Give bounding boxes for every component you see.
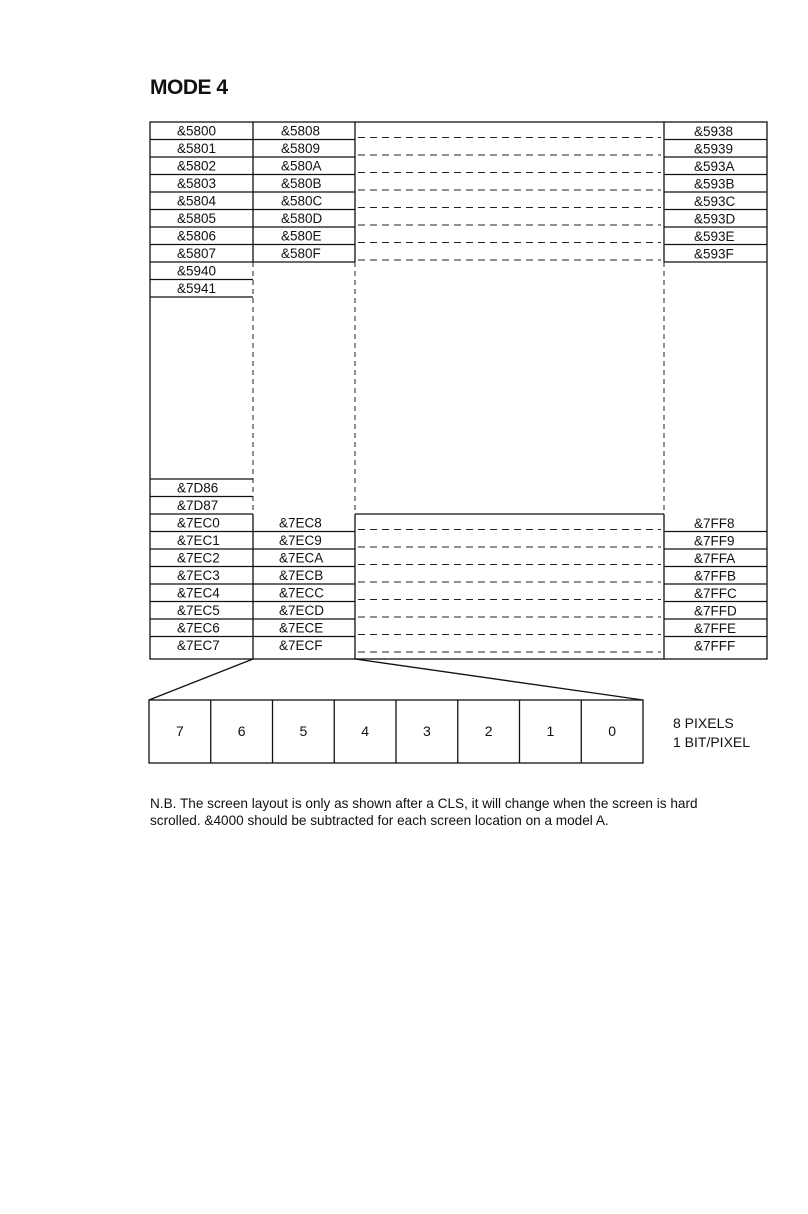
- screen-frame: [150, 122, 767, 659]
- address-label: &5806: [177, 228, 217, 244]
- zoom-line: [149, 659, 253, 700]
- address-label: &7ECE: [279, 620, 324, 636]
- address-label: &5807: [177, 246, 217, 261]
- address-label: &5938: [694, 124, 734, 139]
- address-label: &593F: [694, 246, 734, 262]
- address-label: &7D86: [177, 480, 219, 496]
- address-label: &7ECA: [279, 550, 324, 566]
- address-label: &7ECB: [279, 568, 324, 583]
- address-label: &7EC1: [177, 533, 220, 548]
- bit-number: 4: [361, 723, 370, 739]
- address-label: &7ECC: [279, 585, 325, 601]
- address-label: &5804: [177, 193, 217, 209]
- footnote: [150, 795, 790, 829]
- address-label: &5940: [177, 263, 217, 279]
- address-label: &5800: [177, 123, 217, 139]
- footnote-line-2: scrolled. &4000 should be subtracted for each screen location on a model A.: [150, 813, 609, 828]
- address-label: &593A: [694, 159, 735, 174]
- address-label: &7EC9: [279, 533, 322, 548]
- address-label: &7FF8: [694, 516, 735, 531]
- address-label: &5808: [281, 123, 321, 139]
- zoom-line: [355, 659, 643, 700]
- address-label: &5809: [281, 141, 321, 156]
- address-label: &7FFA: [694, 551, 736, 566]
- address-label: &7FFE: [694, 621, 737, 636]
- address-label: &593E: [694, 229, 735, 244]
- address-label: &7FF9: [694, 533, 735, 549]
- bit-number: 1: [546, 723, 555, 739]
- address-label: &7EC4: [177, 585, 220, 601]
- address-label: &580B: [281, 176, 322, 191]
- page-title: MODE 4: [150, 76, 228, 99]
- address-label: &5805: [177, 211, 217, 226]
- bit-number: 7: [175, 723, 184, 739]
- address-label: &5801: [177, 141, 217, 156]
- address-label: &580D: [281, 211, 323, 226]
- address-label: &7EC2: [177, 550, 220, 566]
- bit-number: 5: [299, 723, 308, 739]
- bit-number: 0: [608, 723, 617, 739]
- pixels-label: 8 PIXELS: [673, 715, 734, 731]
- address-label: &7ECF: [279, 638, 323, 653]
- address-label: &7EC3: [177, 568, 220, 583]
- bit-number: 6: [237, 723, 246, 739]
- address-label: &7EC5: [177, 603, 220, 618]
- address-label: &7EC6: [177, 620, 220, 636]
- bit-number: 3: [422, 723, 431, 739]
- bits-per-pixel-label: 1 BIT/PIXEL: [673, 734, 751, 750]
- address-label: &7FFC: [694, 586, 737, 601]
- address-label: &580E: [281, 228, 322, 244]
- address-label: &7ECD: [279, 603, 325, 618]
- address-label: &7EC7: [177, 638, 220, 653]
- address-label: &7FFB: [694, 568, 737, 584]
- bit-number: 2: [484, 723, 493, 739]
- address-label: &7FFD: [694, 603, 737, 619]
- address-label: &580C: [281, 193, 323, 209]
- address-label: &593B: [694, 176, 735, 192]
- address-label: &593C: [694, 194, 736, 209]
- address-label: &593D: [694, 211, 736, 227]
- address-label: &580F: [281, 246, 321, 261]
- address-label: &7EC0: [177, 515, 220, 531]
- address-label: &5941: [177, 281, 217, 296]
- address-label: &5802: [177, 158, 217, 174]
- footnote-line-1: N.B. The screen layout is only as shown after a CLS, it will change when the screen is hard: [150, 796, 698, 811]
- address-label: &580A: [281, 158, 322, 174]
- address-label: &7FFF: [694, 638, 736, 654]
- address-label: &5939: [694, 141, 734, 157]
- address-label: &7D87: [177, 498, 219, 513]
- address-label: &7EC8: [279, 515, 322, 531]
- address-label: &5803: [177, 176, 217, 191]
